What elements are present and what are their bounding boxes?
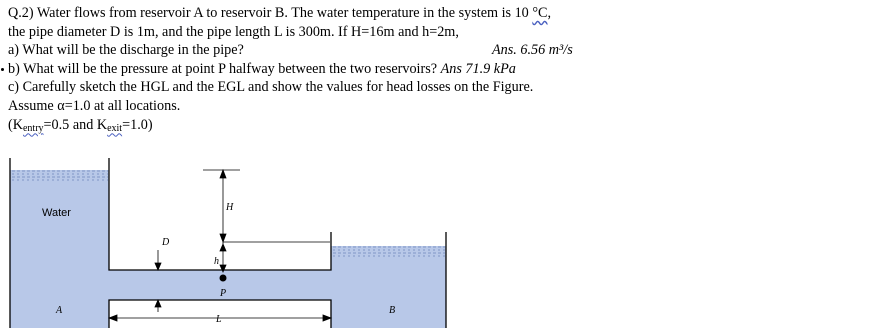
point-p-marker [220, 275, 227, 282]
part-a-answer: Ans. 6.56 m³/s [492, 42, 573, 59]
part-b-text: b) What will be the pressure at point P halfway between the two reservoirs? [8, 60, 438, 77]
small-h-dimension [220, 242, 226, 272]
label-small-h: h [214, 256, 219, 267]
question-loss-coefficients [8, 116, 648, 135]
k-entry-subscript: entry [22, 122, 44, 134]
label-a: A [56, 305, 63, 316]
label-d: D [162, 237, 170, 248]
temperature-unit: °C [532, 5, 548, 21]
question-assume: Assume α=1.0 at all locations. [8, 97, 181, 114]
question-text [8, 4, 648, 134]
label-p: P [220, 288, 227, 299]
reservoir-figure [0, 150, 460, 328]
water-label: Water [42, 207, 71, 219]
question-line-2: the pipe diameter D is 1m, and the pipe length L is 300m. If H=16m and h=2m, [8, 23, 459, 40]
bullet-mark [1, 68, 4, 71]
label-b: B [389, 305, 396, 316]
question-part-c: c) Carefully sketch the HGL and the EGL and show the values for head losses on the Figure. [8, 79, 534, 96]
k-entry-value: =0.5 and K [43, 116, 108, 133]
question-part-a [8, 41, 648, 60]
question-line1-suffix: , [547, 5, 551, 21]
k-exit-value: =1.0) [122, 116, 153, 133]
part-a-text: a) What will be the discharge in the pipe? [8, 42, 244, 59]
label-l: L [216, 314, 222, 325]
question-line1-text: Q.2) Water flows from reservoir A to reservoir B. The water temperature in the system is 10 [8, 5, 533, 21]
part-b-answer: Ans 71.9 kPa [440, 60, 516, 77]
question-line-1 [8, 4, 648, 23]
question-part-b [8, 60, 648, 79]
reference-lines [203, 170, 330, 242]
k-open: (K [8, 116, 23, 133]
k-exit-subscript: exit [107, 122, 123, 134]
label-big-h: H [226, 202, 234, 213]
